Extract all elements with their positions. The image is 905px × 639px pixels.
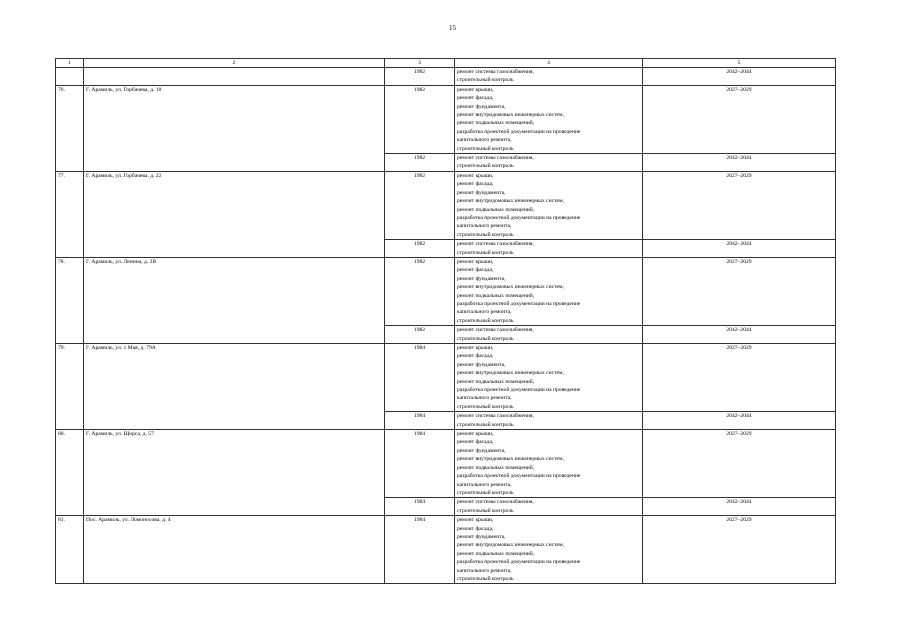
period-cell: 2027–2029	[643, 516, 836, 584]
work-type-line: строительный контроль	[457, 231, 514, 238]
row-number: 79.	[56, 344, 84, 430]
year-cell: 1982	[385, 154, 455, 172]
work-type-line: ремонт фасада,	[457, 267, 494, 274]
work-type-line: ремонт крыши,	[457, 258, 494, 265]
year-cell: 1982	[385, 85, 455, 153]
table-row	[56, 516, 836, 584]
column-header: 1	[56, 59, 84, 68]
work-type-line: ремонт внутридомовых инженерных систем,	[457, 112, 564, 119]
work-type-line: строительный контроль	[457, 145, 514, 152]
work-type-line: ремонт внутридомовых инженерных систем,	[457, 370, 564, 377]
row-number	[56, 68, 84, 86]
work-types-cell	[455, 171, 643, 239]
work-type-line: ремонт фундамента,	[457, 533, 506, 540]
work-type-line: строительный контроль	[457, 489, 514, 496]
work-types-cell	[455, 430, 643, 498]
work-type-line: ремонт подвальных помещений,	[457, 550, 535, 557]
work-type-line: ремонт системы газоснабжения,	[457, 155, 534, 162]
period-cell: 2042–2044	[643, 412, 836, 430]
year-cell: 1982	[385, 257, 455, 325]
work-type-line: капитального ремонта,	[457, 567, 512, 574]
work-type-line: ремонт подвальных помещений,	[457, 120, 535, 127]
work-type-line: строительный контроль	[457, 421, 514, 428]
work-type-line: разработка проектной документации на проведение	[457, 214, 581, 221]
table-header-row	[56, 59, 836, 68]
period-cell: 2042–2044	[643, 498, 836, 516]
row-number: 78.	[56, 257, 84, 343]
work-type-line: капитального ремонта,	[457, 481, 512, 488]
work-type-line: ремонт системы газоснабжения,	[457, 499, 534, 506]
work-type-line: капитального ремонта,	[457, 137, 512, 144]
year-cell: 1982	[385, 171, 455, 239]
work-type-line: ремонт подвальных помещений,	[457, 292, 535, 299]
work-type-line: строительный контроль	[457, 317, 514, 324]
table-row	[56, 85, 836, 153]
work-type-line: ремонт подвальных помещений,	[457, 378, 535, 385]
table-row	[56, 430, 836, 498]
year-cell: 1984	[385, 498, 455, 516]
work-type-line: ремонт фасада,	[457, 95, 494, 102]
work-types-cell	[455, 412, 643, 430]
repair-schedule-table	[55, 58, 836, 584]
period-cell: 2042–2044	[643, 240, 836, 258]
work-type-line: ремонт фасада,	[457, 439, 494, 446]
work-type-line: ремонт фундамента,	[457, 275, 506, 282]
work-type-line: ремонт системы газоснабжения,	[457, 241, 534, 248]
address-cell: Г. Арамиль, ул. Щорса, д. 57	[84, 430, 385, 516]
work-types-cell	[455, 240, 643, 258]
column-header: 3	[385, 59, 455, 68]
work-type-line: разработка проектной документации на проведение	[457, 387, 581, 394]
table-row	[56, 171, 836, 239]
work-types-cell	[455, 344, 643, 412]
address-cell: Г. Арамиль, ул. Ленина, д. 2В	[84, 257, 385, 343]
column-header: 2	[84, 59, 385, 68]
work-type-line: ремонт подвальных помещений,	[457, 464, 535, 471]
work-type-line: разработка проектной документации на проведение	[457, 559, 581, 566]
period-cell: 2042–2044	[643, 154, 836, 172]
work-type-line: строительный контроль	[457, 163, 514, 170]
work-types-cell	[455, 516, 643, 584]
row-number: 81.	[56, 516, 84, 584]
year-cell: 1984	[385, 516, 455, 584]
work-type-line: капитального ремонта,	[457, 223, 512, 230]
work-type-line: строительный контроль	[457, 335, 514, 342]
row-number: 77.	[56, 171, 84, 257]
work-type-line: ремонт фасада,	[457, 353, 494, 360]
year-cell: 1982	[385, 326, 455, 344]
work-type-line: ремонт фундамента,	[457, 361, 506, 368]
table-row	[56, 257, 836, 325]
address-cell: Г. Арамиль, ул. Горбачева, д. 22	[84, 171, 385, 257]
column-header: 4	[455, 59, 643, 68]
work-type-line: разработка проектной документации на проведение	[457, 128, 581, 135]
period-cell: 2027–2029	[643, 430, 836, 498]
column-header: 5	[643, 59, 836, 68]
work-type-line: строительный контроль	[457, 575, 514, 582]
work-type-line: ремонт внутридомовых инженерных систем,	[457, 198, 564, 205]
period-cell: 2027–2029	[643, 257, 836, 325]
row-number: 76.	[56, 85, 84, 171]
table-body	[56, 68, 836, 584]
year-cell: 1984	[385, 430, 455, 498]
table-row	[56, 344, 836, 412]
work-types-cell	[455, 326, 643, 344]
row-number: 80.	[56, 430, 84, 516]
work-type-line: ремонт фундамента,	[457, 447, 506, 454]
page-number: 15	[449, 24, 456, 32]
work-type-line: строительный контроль	[457, 403, 514, 410]
work-types-cell	[455, 498, 643, 516]
work-type-line: ремонт крыши,	[457, 86, 494, 93]
work-type-line: строительный контроль	[457, 249, 514, 256]
year-cell: 1982	[385, 240, 455, 258]
period-cell: 2027–2029	[643, 85, 836, 153]
work-type-line: ремонт крыши,	[457, 517, 494, 524]
work-types-cell	[455, 85, 643, 153]
work-type-line: разработка проектной документации на проведение	[457, 300, 581, 307]
work-type-line: разработка проектной документации на проведение	[457, 473, 581, 480]
table-row	[56, 68, 836, 86]
work-type-line: строительный контроль	[457, 507, 514, 514]
work-type-line: ремонт системы газоснабжения,	[457, 327, 534, 334]
work-types-cell	[455, 257, 643, 325]
work-type-line: ремонт крыши,	[457, 431, 494, 438]
work-type-line: капитального ремонта,	[457, 395, 512, 402]
work-type-line: ремонт внутридомовых инженерных систем,	[457, 284, 564, 291]
period-cell: 2027–2029	[643, 171, 836, 239]
year-cell: 1982	[385, 68, 455, 86]
work-types-cell	[455, 68, 643, 86]
work-type-line: строительный контроль	[457, 77, 514, 84]
work-type-line: ремонт фундамента,	[457, 189, 506, 196]
address-cell: Пос. Арамиль, ул. Ломоносова, д. 4	[84, 516, 385, 584]
work-type-line: ремонт фундамента,	[457, 103, 506, 110]
year-cell: 1984	[385, 412, 455, 430]
work-type-line: ремонт крыши,	[457, 345, 494, 351]
work-types-cell	[455, 154, 643, 172]
work-type-line: ремонт подвальных помещений,	[457, 206, 535, 213]
work-type-line: ремонт системы газоснабжения,	[457, 413, 534, 420]
address-cell: Г. Арамиль, ул. Горбачева, д. 18	[84, 85, 385, 171]
work-type-line: ремонт фасада,	[457, 525, 494, 532]
period-cell: 2027–2029	[643, 344, 836, 412]
work-type-line: ремонт крыши,	[457, 172, 494, 179]
address-cell: Г. Арамиль, ул. 1 Мая, д. 79А	[84, 344, 385, 430]
period-cell: 2042–2044	[643, 68, 836, 86]
work-type-line: капитального ремонта,	[457, 309, 512, 316]
year-cell: 1984	[385, 344, 455, 412]
address-cell	[84, 68, 385, 86]
work-type-line: ремонт внутридомовых инженерных систем,	[457, 456, 564, 463]
period-cell: 2042–2044	[643, 326, 836, 344]
work-type-line: ремонт системы газоснабжения,	[457, 69, 534, 75]
work-type-line: ремонт внутридомовых инженерных систем,	[457, 542, 564, 549]
work-type-line: ремонт фасада,	[457, 181, 494, 188]
